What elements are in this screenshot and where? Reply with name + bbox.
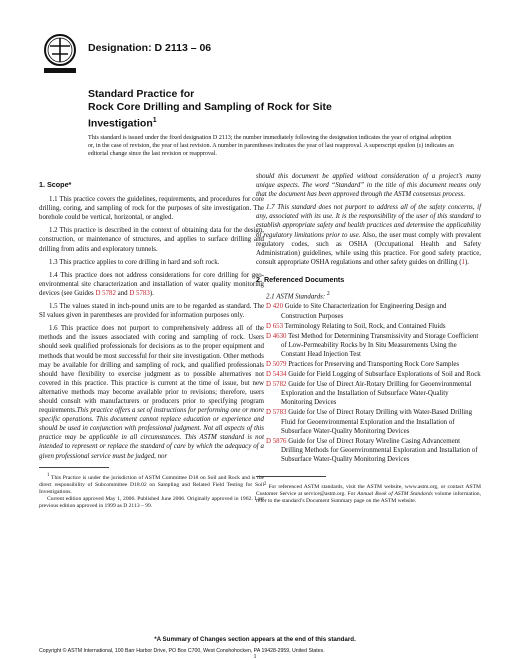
ref-link-d5783[interactable]: D 5783 (129, 289, 150, 297)
footnote-rule (39, 467, 109, 468)
ref-item: D 5783 Guide for Use of Direct Rotary Drilling with Water-Based Drilling Fluid for Geoenvironmental Exploration and the Installation of Subsurface Water-Quality Monitoring Devices (266, 409, 473, 435)
astm-logo (40, 32, 80, 76)
ref-item: D 4630 Test Method for Determining Transmissivity and Storage Coefficient of Low-Permeability Rocks by In Situ Measurements Using the Constant Head Injection Test (266, 332, 479, 358)
footnote-1-approval: Current edition approved May 1, 2006. Published June 2006. Originally approved in 1962. Last previous edition approved in 1999 as D 2113 – 99. (39, 496, 264, 510)
para-1-4: 1.4 This practice does not address considerations for core drilling for geo-environmental site characterization and installation of water quality monitoring devices (see Guides D 5782 and D 5783). (39, 271, 264, 297)
title-line-1: Standard Practice for (88, 88, 195, 100)
ref-code[interactable]: D 5876 (266, 437, 287, 445)
ref-item: D 5079 Practices for Preserving and Transporting Rock Core Samples (266, 360, 460, 368)
para-1-7: 1.7 This standard does not purport to address all of the safety concerns, if any, associated with its use. It is the responsibility of the user of this standard to establish appropriate safety and health practices and determine the applicability of regulatory limitations prior to use. Also, the user must comply with prevalent regulatory codes, such as OSHA (Occupational Health and Safety Administration) guidelines, while using this practice. For good safety practice, consult appropriate OSHA regulations and other safety guides on drilling (1). (256, 204, 481, 266)
copyright-line: Copyright © ASTM International, 100 Barr Harbor Drive, PO Box C700, West Conshohocken, PA 19428-2959, United States. (39, 648, 325, 654)
page-number: 1 (253, 654, 257, 660)
ref-code[interactable]: D 653 (266, 322, 284, 330)
footnote-1: $^1$ This Practice is under the jurisdiction of ASTM Committee D18 on Soil and Rock and is the direct responsibility of Subcommittee D18.02 on Sampling and Related Field Testing for Soil Investigations. (39, 472, 264, 495)
ref-code[interactable]: D 5782 (266, 381, 287, 389)
ref-code[interactable]: D 5783 (266, 409, 287, 417)
ref-code[interactable]: D 5434 (266, 371, 287, 379)
ref-item: D 5782 Guide for Use of Direct Air-Rotary Drilling for Geoenvironmental Exploration and the Installation of Subsurface Water-Quality Monitoring Devices (266, 381, 472, 407)
para-1-6: 1.6 This practice does not purport to comprehensively address all of the methods and the issues associated with coring and sampling of rock. Users should seek qualified professionals for decisions as to the proper equipment and methods that would be most successful for their site investigation. Other methods may be available for drilling and sampling of rock, and qualified professionals should have flexibility to exercise judgment as to possible alternatives not covered in this practice. This practice is current at the time of issue, but new alternative methods may become available prior to revisions; therefore, users should consult with manufacturers or producers prior to specifying program requirements.This practice offers a set of instructions for performing one or more specific operations. This document cannot replace education or experience and should be used in conjunction with professional judgment. Not all aspects of this practice may be applicable in all circumstances. This ASTM standard is not intended to represent or replace the standard of care by which the adequacy of a given professional service must be judged, nor (39, 325, 264, 460)
ref-link-d5782[interactable]: D 5782 (95, 289, 116, 297)
ref-code[interactable]: D 420 (266, 303, 284, 311)
document-title (88, 88, 388, 131)
para-1-1: 1.1 This practice covers the guidelines, requirements, and procedures for core drilling, coring, and sampling of rock for the purposes of site investigation. The borehole could be vertical, horizontal, or angled. (39, 196, 264, 222)
ref-item: D 5876 Guide for Use of Direct Rotary Wireline Casing Advancement Drilling Methods for Geoenvironmental Exploration and Installation of Subsurface Water-Quality Monitoring Devices (266, 437, 478, 463)
ref-code[interactable]: D 5079 (266, 360, 287, 368)
astm-logo-icon (40, 32, 80, 76)
para-1-6-continued: should this document be applied without consideration of a project’s many unique aspects. The word “Standard” in the title of this document means only that the document has been approved through the ASTM consensus process. (256, 173, 481, 199)
designation: Designation: D 2113 – 06 (88, 42, 212, 54)
ref-item: D 653 Terminology Relating to Soil, Rock, and Contained Fluids (266, 322, 446, 330)
section-heading-referenced-documents: 2. Referenced Documents (256, 274, 345, 284)
title-line-2: Rock Core Drilling and Sampling of Rock for Site Investigation$^1$ (88, 101, 332, 130)
left-column (39, 180, 264, 511)
ref-link-1[interactable]: 1 (461, 258, 465, 266)
ref-code[interactable]: D 4630 (266, 332, 287, 340)
summary-of-changes-note: *A Summary of Changes section appears at the end of this standard. (154, 636, 356, 643)
ref-item: D 5434 Guide for Field Logging of Subsurface Explorations of Soil and Rock (266, 371, 481, 379)
ref-item: D 420 Guide to Site Characterization for Engineering Design and Construction Purposes (266, 303, 447, 320)
astm-standards-subheading: 2.1 ASTM Standards: $^2$ (266, 291, 330, 301)
para-1-5: 1.5 The values stated in inch-pound units are to be regarded as standard. The SI values given in parentheses are provided for information purposes only. (39, 303, 264, 320)
referenced-documents-list (256, 302, 481, 464)
right-column (256, 172, 481, 505)
para-1-2: 1.2 This practice is described in the context of obtaining data for the design, construction, or maintenance of structures, and applies to surface drilling and drilling from adits and exploratory tunnels. (39, 227, 264, 253)
footnote-2: $^2$ For referenced ASTM standards, visit the ASTM website, www.astm.org, or contact ASTM Customer Service at service@astm.org. For Annual Book of ASTM Standards volume information, refer to the standard’s Document Summary page on the ASTM website. (256, 482, 481, 505)
designation-notice: This standard is issued under the fixed designation D 2113; the number immediately following the designation indicates the year of original adoption or, in the case of revision, the year of last revision. A number in parentheses indicates the year of last reapproval. A superscript epsilon (ε) indicates an editorial change since the last revision or reapproval. (88, 135, 454, 158)
section-heading-scope: 1. Scope* (39, 180, 72, 189)
footnote-rule (256, 476, 326, 477)
para-1-3: 1.3 This practice applies to core drilling in hard and soft rock. (49, 258, 220, 266)
